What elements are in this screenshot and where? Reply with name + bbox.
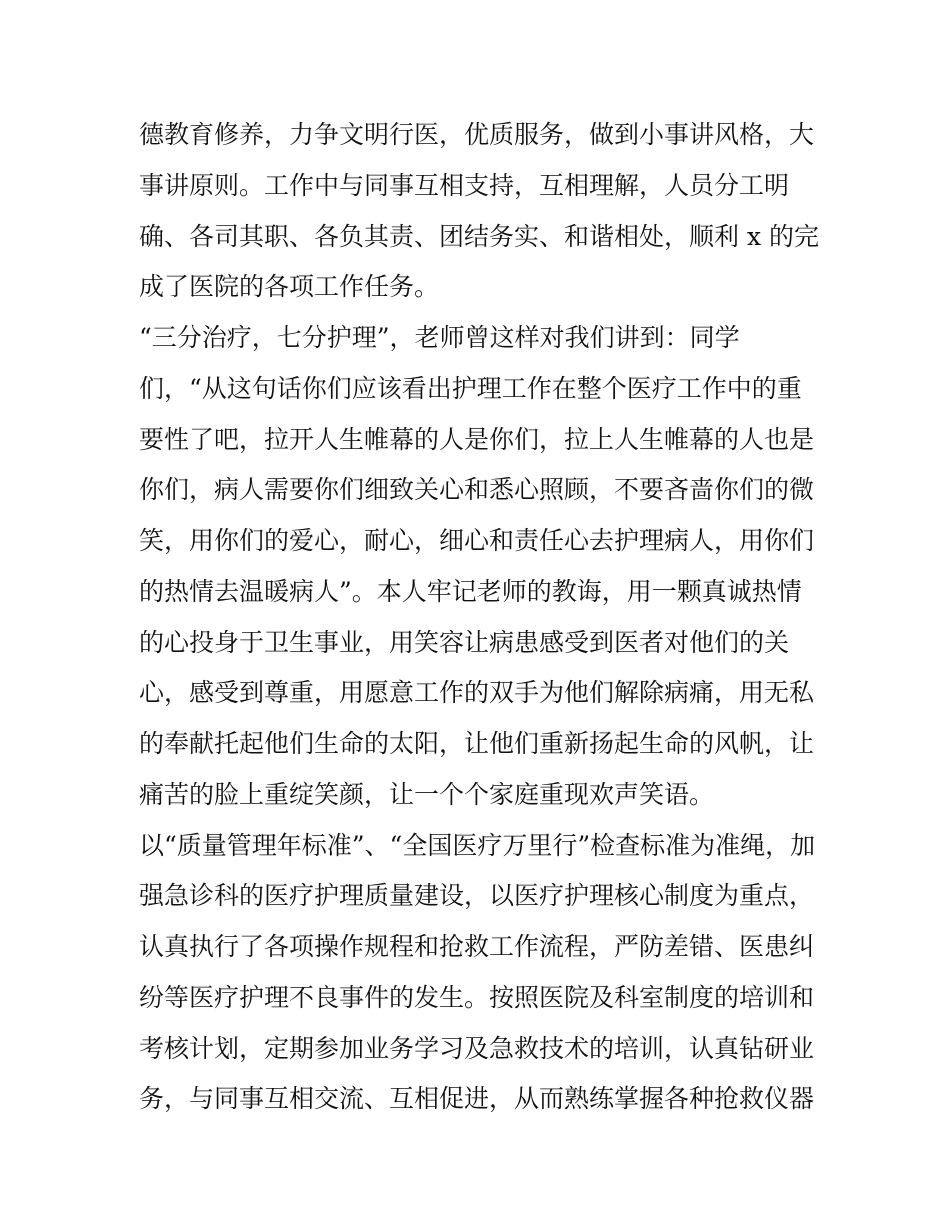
text-line: 强急诊科的医疗护理质量建设，以医疗护理核心制度为重点， bbox=[139, 881, 815, 911]
text-line: 痛苦的脸上重绽笑颜，让一个个家庭重现欢声笑语。 bbox=[139, 779, 715, 809]
document-body bbox=[139, 110, 819, 1125]
text-line: 考核计划，定期参加业务学习及急救技术的培训，认真钻研业 bbox=[139, 1033, 815, 1063]
text-line: 以“质量管理年标准”、“全国医疗万里行”检查标准为准绳，加 bbox=[139, 830, 816, 860]
text-line: 你们，病人需要你们细致关心和悉心照顾，不要吝啬你们的微 bbox=[139, 475, 815, 505]
text-line: 德教育修养，力争文明行医，优质服务，做到小事讲风格，大 bbox=[139, 120, 815, 149]
text-line: 认真执行了各项操作规程和抢救工作流程，严防差错、医患纠 bbox=[139, 932, 815, 961]
text-line: 的奉献托起他们生命的太阳，让他们重新扬起生命的风帆，让 bbox=[139, 729, 815, 758]
text-line: 的心投身于卫生事业，用笑容让病患感受到医者对他们的关 bbox=[139, 627, 790, 657]
text-line: 纷等医疗护理不良事件的发生。按照医院及科室制度的培训和 bbox=[139, 982, 815, 1012]
text-line: 们，“从这句话你们应该看出护理工作在整个医疗工作中的重 bbox=[139, 373, 802, 403]
text-line: 成了医院的各项工作任务。 bbox=[139, 272, 440, 302]
text-line: 心，感受到尊重，用愿意工作的双手为他们解除病痛，用无私 bbox=[139, 678, 815, 708]
text-line: 事讲原则。工作中与同事互相支持，互相理解，人员分工明 bbox=[139, 170, 790, 200]
text-line: “三分治疗，七分护理”，老师曾这样对我们讲到：同学 bbox=[139, 323, 740, 352]
text-line: 确、各司其职、各负其责、团结务实、和谐相处，顺利 x 的完 bbox=[139, 221, 819, 251]
text-line: 笑，用你们的爱心，耐心，细心和责任心去护理病人，用你们 bbox=[139, 526, 815, 555]
text-line: 的热情去温暖病人”。本人牢记老师的教诲，用一颗真诚热情 bbox=[139, 576, 802, 606]
text-line: 要性了吧，拉开人生帷幕的人是你们，拉上人生帷幕的人也是 bbox=[139, 424, 815, 454]
text-line: 务，与同事互相交流、互相促进，从而熟练掌握各种抢救仪器 bbox=[139, 1084, 815, 1114]
